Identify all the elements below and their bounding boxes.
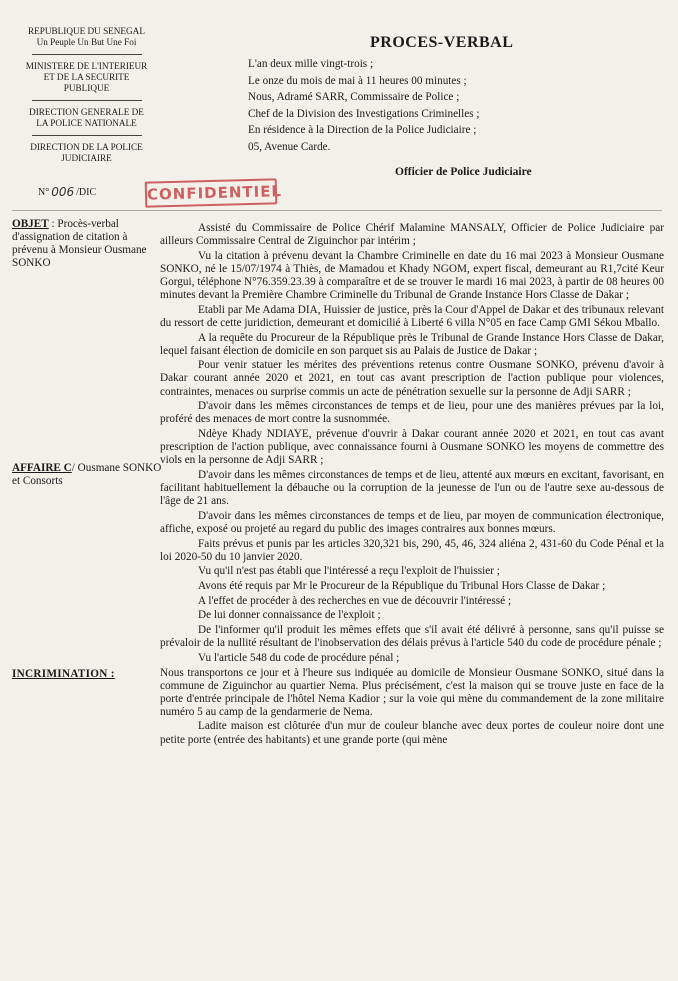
body-paragraph: De l'informer qu'il produit les mêmes effets que s'il avait été délivré à personne, sans qu'il puisse se prévaloir de la nullité résultant de l'inobservation des délais prévus à l'article 540 du code de procédure pénale ; bbox=[160, 624, 664, 650]
affaire-text: / Ousmane SONKO et Consorts bbox=[12, 462, 162, 487]
ref-suffix: /DIC bbox=[76, 186, 97, 198]
objet-text: : Procès-verbal d'assignation de citation à prévenu à Monsieur Ousmane SONKO bbox=[12, 218, 147, 269]
body-paragraph: Faits prévus et punis par les articles 320,321 bis, 290, 45, 46, 324 aliéna 2, 431-60 du Code Pénal et la loi 2020-50 du 10 janvier 2020. bbox=[160, 537, 664, 563]
affaire-label-block bbox=[12, 462, 162, 488]
preamble-line: 05, Avenue Carde. bbox=[248, 140, 331, 153]
direction-block bbox=[14, 107, 159, 129]
body-paragraph: Ndèye Khady NDIAYE, prévenue d'ouvrir à Dakar courant année 2020 et 2021, en tout cas avant prescription de l'action publique, avec connaissance fourni à Ousmane SONKO les moyens de commettre des viols en la personne de Adji SARR ; bbox=[160, 427, 664, 467]
objet-label: OBJET bbox=[12, 218, 49, 230]
reference-number bbox=[38, 185, 96, 199]
officer-title: Officier de Police Judiciaire bbox=[395, 166, 532, 178]
body-paragraph: D'avoir dans les mêmes circonstances de temps et de lieu, attenté aux mœurs en excitant, favorisant, en facilitant habituellement la débauche ou la corruption de la jeunesse de l'un ou de l'autre sexe au-dessous de l'âge de 21 ans. bbox=[160, 468, 664, 508]
divider bbox=[32, 100, 142, 101]
body-paragraph: D'avoir dans les mêmes circonstances de temps et de lieu, par moyen de communication électronique, affiche, exposé ou projeté au regard du public des images contraires aux bonnes mœurs. bbox=[160, 509, 664, 535]
body-paragraph: Pour venir statuer les mérites des préventions retenus contre Ousmane SONKO, prévenu d'avoir à Dakar courant année 2020 et 2021, en tout cas avant prescription de l'action publique pour violences, contraintes, menaces ou surprise commis un acte de pénétration sexuelle sur la personne de Adji SARR ; bbox=[160, 359, 664, 398]
confidential-stamp: CONFIDENTIEL bbox=[145, 178, 278, 207]
body-paragraph: Avons été requis par Mr le Procureur de la République du Tribunal Hors Classe de Dakar ; bbox=[198, 579, 606, 592]
ministry-line-3: PUBLIQUE bbox=[63, 83, 110, 93]
objet-label-block bbox=[12, 218, 162, 270]
divider bbox=[32, 135, 142, 136]
body-paragraph: Vu la citation à prévenu devant la Chambre Criminelle en date du 16 mai 2023 à Monsieur Ousmane SONKO, né le 15/07/1974 à Thiès, de Mamadou et Khady NGOM, expert fiscal, demeurant au R1,7cité Keur Gorgui, téléphone N°76.359.23.39 à comparaître et de se trouver le mardi 16 mai 2023, à partir de 08 heures 00 minutes devant la Première Chambre Criminelle du Tribunal de Grande Instance Hors Classe de Dakar ; bbox=[160, 249, 664, 302]
issuer-header bbox=[14, 26, 159, 170]
preamble-line: Chef de la Division des Investigations Criminelles ; bbox=[248, 107, 480, 120]
ref-prefix: N° bbox=[38, 186, 50, 198]
body-paragraph: De lui donner connaissance de l'exploit ; bbox=[198, 609, 381, 622]
report-body bbox=[160, 222, 664, 748]
ministry-block bbox=[14, 61, 159, 94]
divider bbox=[32, 54, 142, 55]
body-paragraph: A la requête du Procureur de la République près le Tribunal de Grande Instance Hors Classe de Dakar, lequel faisant élection de domicile en son parquet sis au Palais de Justice de Dakar ; bbox=[160, 331, 664, 357]
ministry-line-1: MINISTERE DE L'INTERIEUR bbox=[25, 61, 148, 71]
ref-number: 006 bbox=[51, 185, 75, 199]
ministry-line-2: ET DE LA SECURITE bbox=[43, 72, 130, 82]
body-paragraph: Ladite maison est clôturée d'un mur de couleur blanche avec deux portes de couleur noire dont une petite porte (entrée des habitants) et une grande porte (qui mène bbox=[160, 720, 664, 746]
republic-block bbox=[14, 26, 159, 48]
republic-name: REPUBLIQUE DU SENEGAL bbox=[28, 26, 145, 36]
dpj-block bbox=[14, 142, 159, 164]
preamble bbox=[248, 56, 668, 155]
body-paragraph: Nous transportons ce jour et à l'heure sus indiquée au domicile de Monsieur Ousmane SONKO, situé dans la commune de Ziguinchor au quartier Nema. Plus précisément, c'est la maison qui se trouve juste en face de la porte d'entrée principale de l'hôtel Nema Kadior ; sur la voie qui mène du commandement de la zone militaire numéro 5 au camp de la gendarmerie de Nema. bbox=[160, 666, 664, 718]
body-paragraph: D'avoir dans les mêmes circonstances de temps et de lieu, pour une des manières prévues par la loi, proféré des menaces de mort contre la susnommée. bbox=[160, 400, 664, 426]
section-divider bbox=[12, 210, 662, 211]
preamble-line: Nous, Adramé SARR, Commissaire de Police ; bbox=[248, 91, 460, 103]
republic-motto: Un Peuple Un But Une Foi bbox=[36, 37, 137, 47]
body-paragraph: Assisté du Commissaire de Police Chérif Malamine MANSALY, Officier de Police Judiciaire par ailleurs Commissaire Central de Ziguinchor par intérim ; bbox=[160, 222, 664, 248]
dpj-line-2: JUDICIAIRE bbox=[61, 153, 112, 163]
document-title: PROCES-VERBAL bbox=[370, 34, 514, 51]
direction-line-1: DIRECTION GENERALE DE bbox=[29, 107, 144, 117]
affaire-label: AFFAIRE C bbox=[12, 462, 72, 474]
dpj-line-1: DIRECTION DE LA POLICE bbox=[30, 142, 143, 152]
body-paragraph: Etabli par Me Adama DIA, Huissier de justice, près la Cour d'Appel de Dakar et des tribunaux relevant du ressort de cette juridiction, demeurant et domicilié à Liberté 6 villa N°05 en face Camp GMI Sékou Mballo. bbox=[160, 303, 664, 329]
body-paragraph: Vu qu'il n'est pas établi que l'intéressé a reçu l'exploit de l'huissier ; bbox=[198, 565, 500, 578]
preamble-line: Le onze du mois de mai à 11 heures 00 minutes ; bbox=[248, 74, 467, 87]
body-paragraph: Vu l'article 548 du code de procédure pénal ; bbox=[198, 651, 400, 664]
preamble-line: L'an deux mille vingt-trois ; bbox=[248, 58, 374, 70]
body-paragraph: A l'effet de procéder à des recherches en vue de découvrir l'intéressé ; bbox=[198, 594, 512, 607]
incrimination-label: INCRIMINATION : bbox=[12, 668, 115, 680]
direction-line-2: LA POLICE NATIONALE bbox=[36, 118, 137, 128]
preamble-line: En résidence à la Direction de la Police Judiciaire ; bbox=[248, 124, 477, 136]
